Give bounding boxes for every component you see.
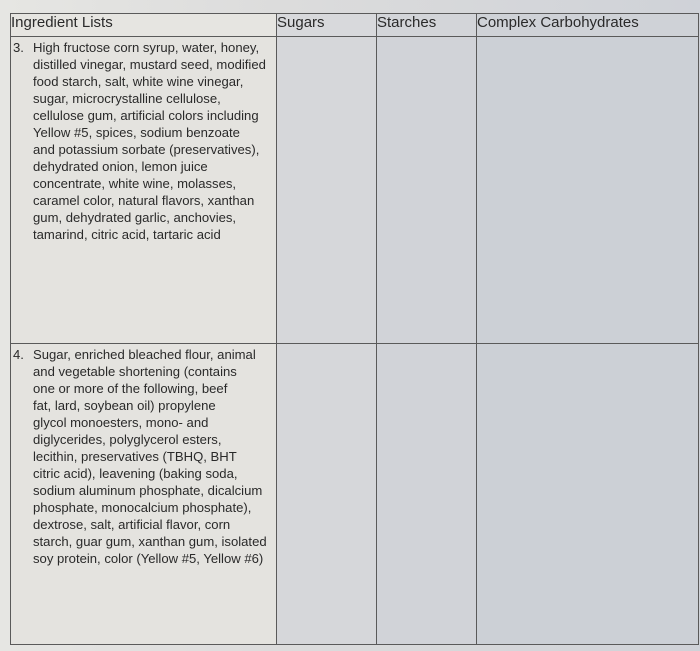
- item-number: 3.: [13, 40, 24, 55]
- starches-cell[interactable]: [377, 37, 477, 344]
- ingredient-cell: [11, 344, 277, 645]
- ingredient-line: diglycerides, polyglycerol esters,: [33, 432, 222, 447]
- ingredient-line: Yellow #5, spices, sodium benzoate: [33, 125, 240, 140]
- item-number: 4.: [13, 347, 24, 362]
- ingredient-line: and potassium sorbate (preservatives),: [33, 142, 260, 157]
- table-row: [11, 344, 699, 645]
- ingredient-line: dehydrated onion, lemon juice: [33, 159, 208, 174]
- ingredient-line: dextrose, salt, artificial flavor, corn: [33, 517, 231, 532]
- ingredient-line: distilled vinegar, mustard seed, modified: [33, 57, 266, 72]
- ingredient-line: citric acid), leavening (baking soda,: [33, 466, 238, 481]
- ingredient-line: phosphate, monocalcium phosphate),: [33, 500, 252, 515]
- ingredient-line: glycol monoesters, mono- and: [33, 415, 209, 430]
- complex-carbohydrates-cell[interactable]: [477, 37, 699, 344]
- header-complex-carbohydrates: Complex Carbohydrates: [477, 14, 699, 37]
- ingredient-line: fat, lard, soybean oil) propylene: [33, 398, 216, 413]
- table-row: [11, 37, 699, 344]
- ingredient-list-4: [11, 344, 276, 567]
- ingredient-line: sodium aluminum phosphate, dicalcium: [33, 483, 263, 498]
- ingredient-line: gum, dehydrated garlic, anchovies,: [33, 210, 237, 225]
- ingredient-line: cellulose gum, artificial colors including: [33, 108, 259, 123]
- header-sugars: Sugars: [277, 14, 377, 37]
- sugars-cell[interactable]: [277, 344, 377, 645]
- ingredient-line: High fructose corn syrup, water, honey,: [33, 40, 260, 55]
- ingredient-line: caramel color, natural flavors, xanthan: [33, 193, 255, 208]
- ingredient-cell: [11, 37, 277, 344]
- ingredient-line: Sugar, enriched bleached flour, animal: [33, 347, 256, 362]
- ingredient-line: one or more of the following, beef: [33, 381, 228, 396]
- ingredient-line: concentrate, white wine, molasses,: [33, 176, 237, 191]
- ingredient-line: and vegetable shortening (contains: [33, 364, 237, 379]
- header-row: [11, 14, 699, 37]
- ingredient-line: lecithin, preservatives (TBHQ, BHT: [33, 449, 237, 464]
- starches-cell[interactable]: [377, 344, 477, 645]
- header-starches: Starches: [377, 14, 477, 37]
- ingredient-list-3: [11, 37, 276, 243]
- ingredient-line: starch, guar gum, xanthan gum, isolated: [33, 534, 267, 549]
- complex-carbohydrates-cell[interactable]: [477, 344, 699, 645]
- ingredient-line: sugar, microcrystalline cellulose,: [33, 91, 221, 106]
- sugars-cell[interactable]: [277, 37, 377, 344]
- ingredient-line: tamarind, citric acid, tartaric acid: [33, 227, 221, 242]
- ingredient-line: food starch, salt, white wine vinegar,: [33, 74, 244, 89]
- ingredient-table: [10, 13, 699, 645]
- header-ingredient-lists: Ingredient Lists: [11, 14, 277, 37]
- ingredient-line: soy protein, color (Yellow #5, Yellow #6): [33, 551, 264, 566]
